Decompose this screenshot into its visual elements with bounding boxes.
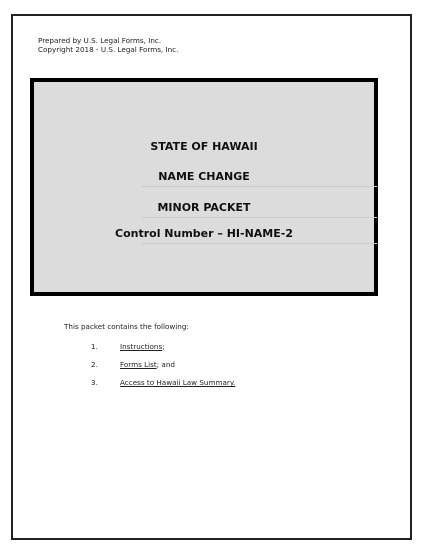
item-suffix: ;	[162, 342, 165, 351]
control-number: Control Number – HI-NAME-2	[115, 227, 293, 240]
prepared-by-text: Prepared by U.S. Legal Forms, Inc.	[38, 36, 162, 45]
contents-intro: This packet contains the following:	[64, 322, 189, 331]
item-number: 2.	[91, 360, 98, 369]
list-item	[91, 360, 235, 378]
law-summary-link[interactable]: Access to Hawaii Law Summary.	[120, 378, 236, 387]
list-item	[91, 378, 235, 396]
title-rule	[142, 186, 377, 187]
item-suffix: ; and	[156, 360, 175, 369]
copyright-text: Copyright 2018 - U.S. Legal Forms, Inc.	[38, 45, 179, 54]
title-rule	[142, 217, 377, 218]
contents-list	[91, 342, 235, 396]
form-type-title: NAME CHANGE	[158, 170, 250, 183]
preparer-notice	[38, 36, 178, 54]
item-number: 3.	[91, 378, 98, 387]
packet-title: MINOR PACKET	[157, 201, 251, 214]
list-item	[91, 342, 235, 360]
forms-list-link[interactable]: Forms List	[120, 360, 157, 369]
title-box	[30, 78, 378, 296]
title-rule	[142, 243, 377, 244]
item-number: 1.	[91, 342, 98, 351]
instructions-link[interactable]: Instructions	[120, 342, 163, 351]
state-title: STATE OF HAWAII	[150, 140, 258, 153]
